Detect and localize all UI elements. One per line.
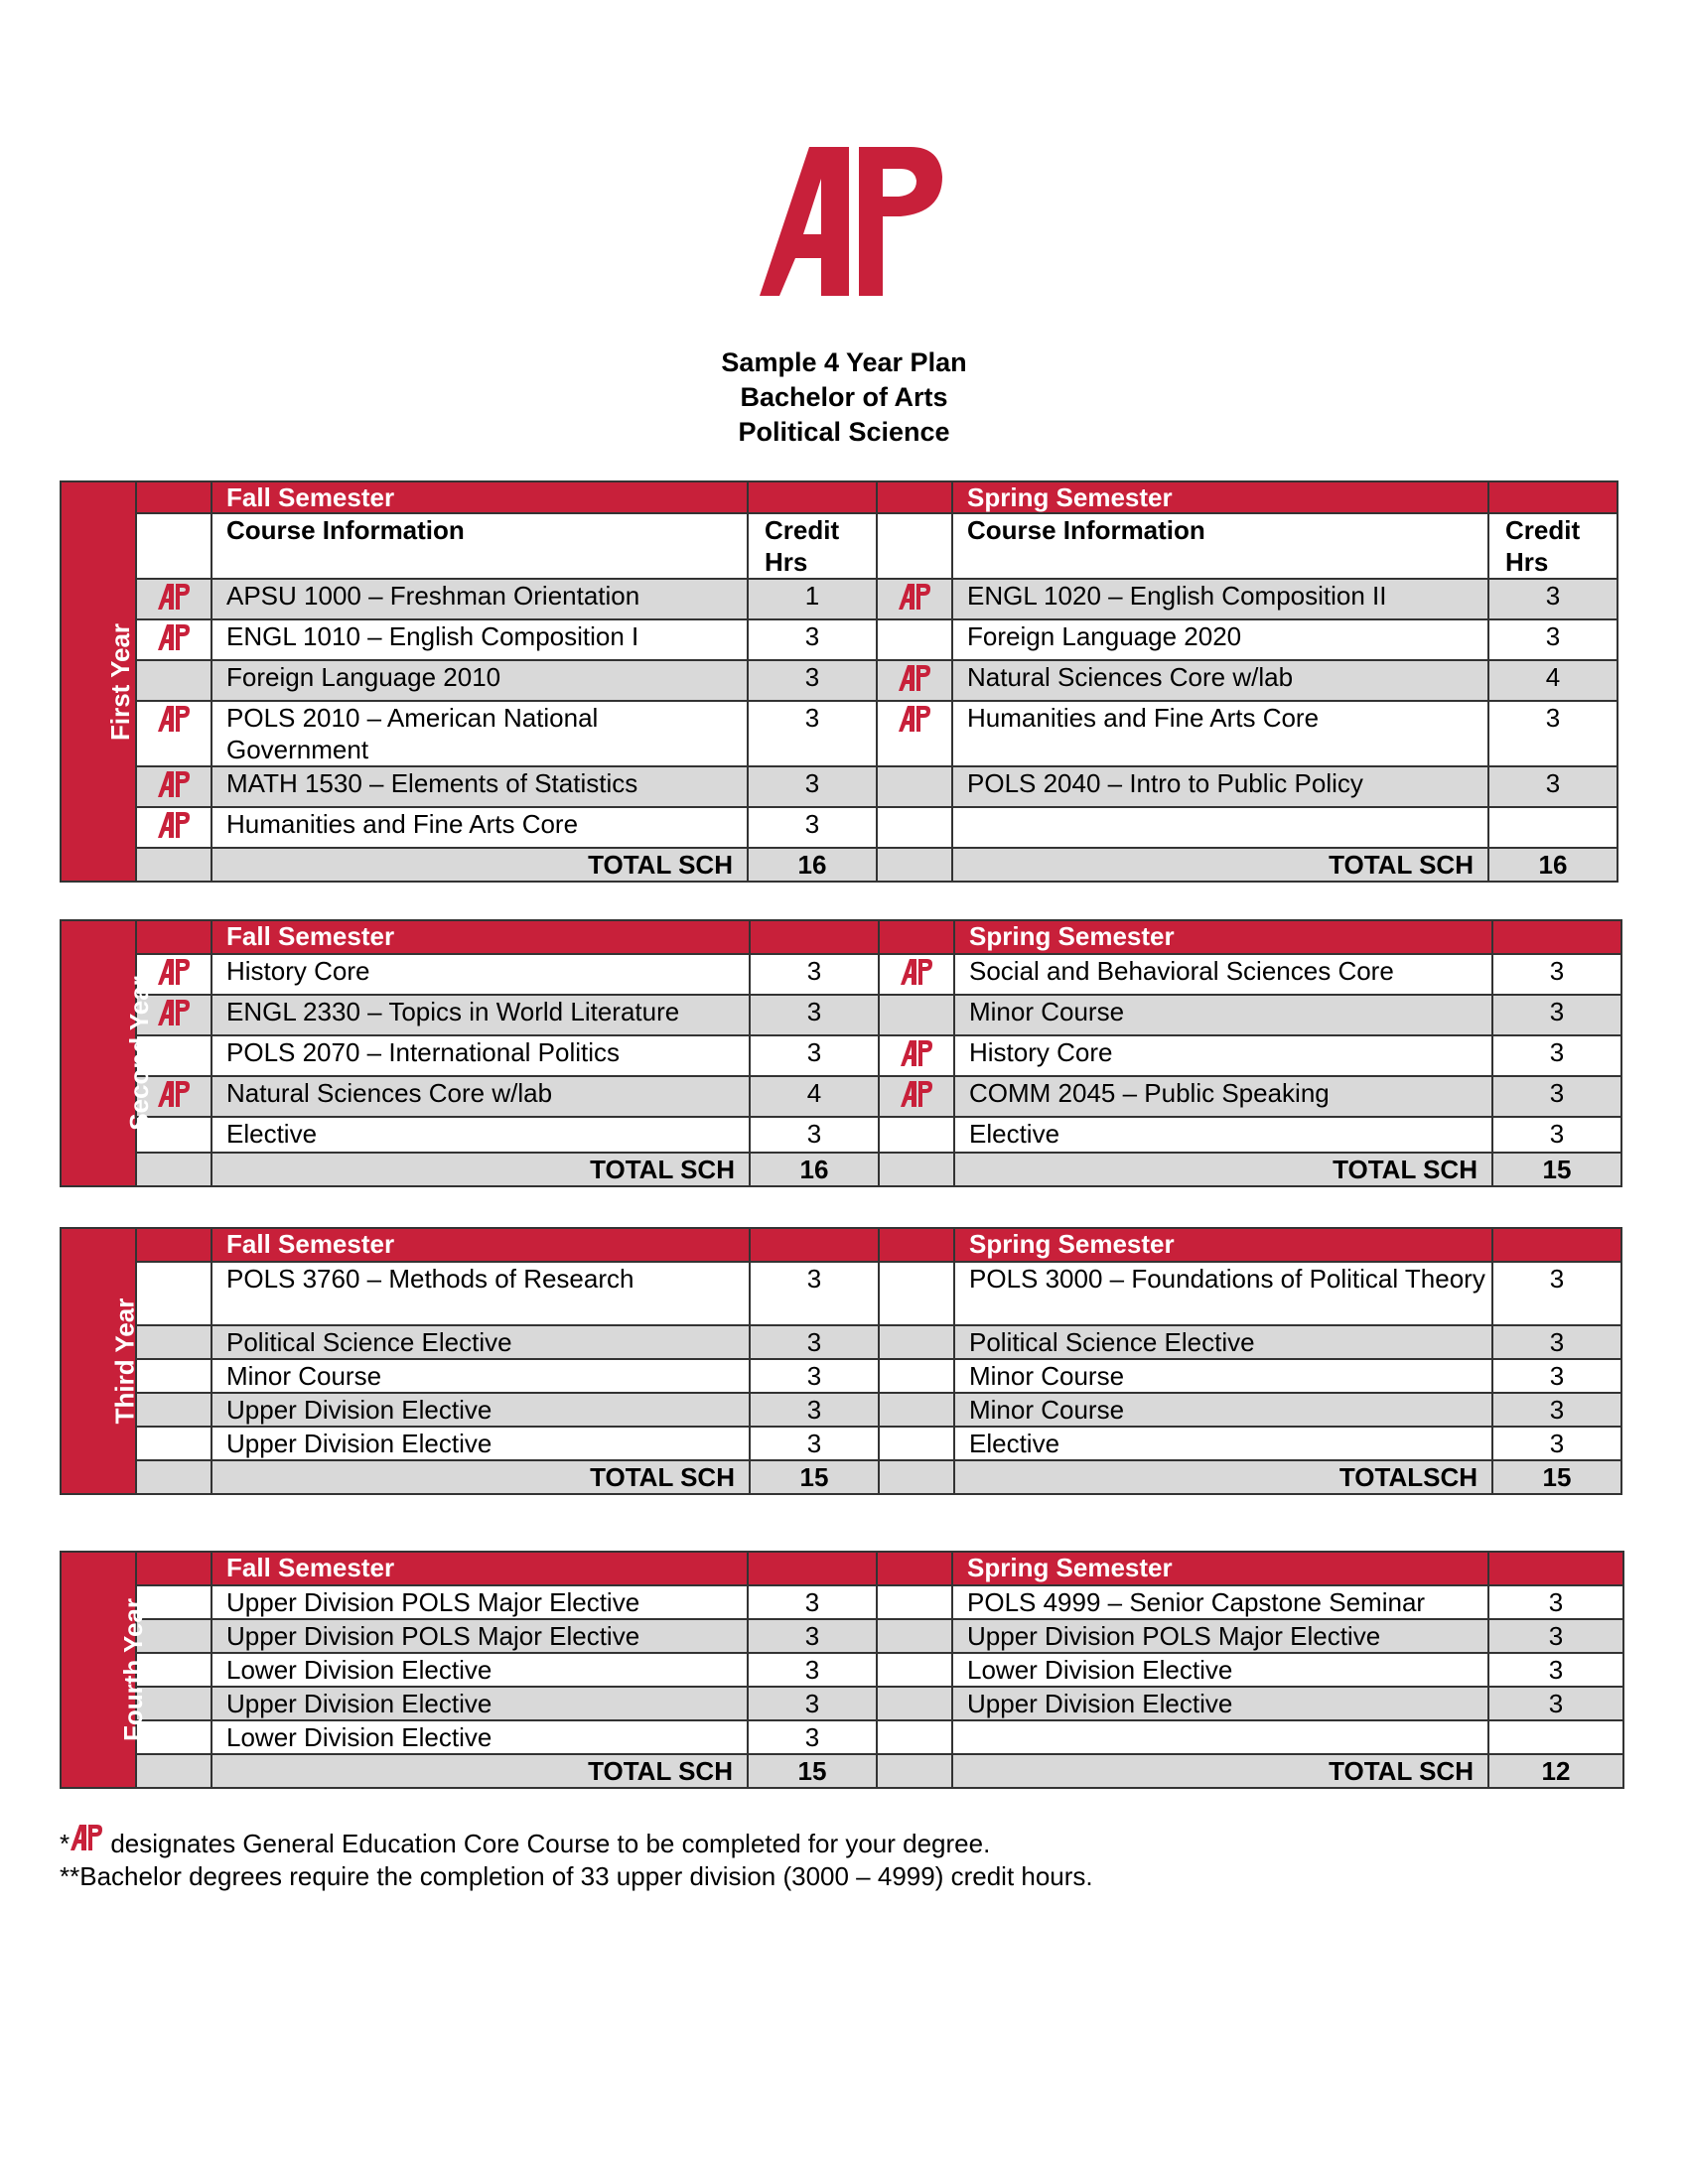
fall-course-name: POLS 2070 – International Politics <box>211 1035 750 1076</box>
spring-total-value: 15 <box>1492 1460 1621 1494</box>
footnote-core-text: designates General Education Core Course to be completed for your degree. <box>103 1829 991 1858</box>
spring-total-label: TOTALSCH <box>954 1460 1492 1494</box>
spring-course-credit <box>1488 1720 1623 1754</box>
spring-course-credit: 3 <box>1488 1619 1623 1653</box>
plan-title: Sample 4 Year Plan <box>721 347 967 377</box>
fall-core-marker <box>136 579 211 619</box>
fall-course-name: Elective <box>211 1117 750 1153</box>
spring-total-value: 16 <box>1488 848 1618 882</box>
plan-title-block <box>0 345 1688 450</box>
spring-core-marker <box>879 1117 954 1153</box>
spring-course-credit: 3 <box>1488 766 1618 807</box>
fall-course-name: Upper Division Elective <box>211 1687 748 1720</box>
ap-core-icon <box>157 1000 191 1027</box>
fall-total-value: 16 <box>750 1153 879 1186</box>
ap-core-icon <box>157 624 191 652</box>
ap-core-icon <box>898 665 931 693</box>
course-row <box>61 619 1618 660</box>
course-row <box>61 1427 1621 1460</box>
year-table <box>60 480 1618 883</box>
ap-core-icon <box>157 584 191 612</box>
spring-semester-header: Spring Semester <box>954 920 1492 954</box>
spring-course-credit: 4 <box>1488 660 1618 701</box>
fall-course-name: ENGL 2330 – Topics in World Literature <box>211 995 750 1035</box>
spring-core-marker <box>879 1076 954 1117</box>
footnote-star: * <box>60 1829 70 1858</box>
ap-core-icon <box>898 584 931 612</box>
fall-course-name: Upper Division Elective <box>211 1393 750 1427</box>
course-row <box>61 1393 1621 1427</box>
spring-course-name <box>952 1720 1488 1754</box>
fall-semester-header: Fall Semester <box>211 1228 750 1262</box>
spring-core-marker <box>879 995 954 1035</box>
fall-course-name: Upper Division Elective <box>211 1427 750 1460</box>
spring-course-credit: 3 <box>1492 1393 1621 1427</box>
course-row <box>61 1619 1623 1653</box>
spring-core-marker <box>877 807 952 848</box>
fall-total-label: TOTAL SCH <box>211 1460 750 1494</box>
course-row <box>61 660 1618 701</box>
spring-course-credit <box>1488 807 1618 848</box>
spring-core-marker <box>879 1359 954 1393</box>
spring-course-name: Elective <box>954 1427 1492 1460</box>
spring-course-credit: 3 <box>1492 1427 1621 1460</box>
fall-course-name: Lower Division Elective <box>211 1653 748 1687</box>
fall-semester-header: Fall Semester <box>211 1552 748 1585</box>
fall-course-credit: 3 <box>748 1619 877 1653</box>
spring-core-marker <box>877 1619 952 1653</box>
year-label-cell <box>61 481 136 882</box>
ap-logo-icon <box>752 147 950 316</box>
course-row <box>61 954 1621 995</box>
fall-course-name: Upper Division POLS Major Elective <box>211 1619 748 1653</box>
spring-course-credit: 3 <box>1492 1117 1621 1153</box>
fall-course-name: POLS 3760 – Methods of Research <box>211 1262 750 1325</box>
ap-core-icon <box>900 959 933 987</box>
fall-course-credit: 3 <box>750 1117 879 1153</box>
course-row <box>61 995 1621 1035</box>
spring-course-credit: 3 <box>1492 1325 1621 1359</box>
footnote-upper-division <box>60 1860 1093 1893</box>
spring-course-name: History Core <box>954 1035 1492 1076</box>
spring-course-name: Elective <box>954 1117 1492 1153</box>
degree-title: Bachelor of Arts <box>740 382 948 412</box>
spring-course-name: ENGL 1020 – English Composition II <box>952 579 1488 619</box>
ap-core-icon <box>898 706 931 734</box>
fall-course-name: ENGL 1010 – English Composition I <box>211 619 748 660</box>
spring-semester-header: Spring Semester <box>952 481 1488 513</box>
total-row <box>61 1153 1621 1186</box>
spring-course-name: Minor Course <box>954 1393 1492 1427</box>
fall-course-credit: 3 <box>748 1585 877 1619</box>
fall-course-name: Political Science Elective <box>211 1325 750 1359</box>
fall-core-marker <box>136 766 211 807</box>
spring-course-credit: 3 <box>1488 1585 1623 1619</box>
spring-semester-header: Spring Semester <box>952 1552 1488 1585</box>
year-label: Third Year <box>109 1297 140 1425</box>
footnote-upper-division-text: Bachelor degrees require the completion of 33 upper division (3000 – 4999) credit hours. <box>79 1861 1093 1891</box>
fall-course-credit: 3 <box>750 1035 879 1076</box>
spring-course-name: Political Science Elective <box>954 1325 1492 1359</box>
fall-course-credit: 3 <box>750 1359 879 1393</box>
spring-course-name: Lower Division Elective <box>952 1653 1488 1687</box>
spring-course-credit: 3 <box>1492 995 1621 1035</box>
spring-course-credit: 3 <box>1488 701 1618 766</box>
fall-course-name: Humanities and Fine Arts Core <box>211 807 748 848</box>
course-row <box>61 1325 1621 1359</box>
ap-core-icon <box>157 959 191 987</box>
spring-core-marker <box>879 1035 954 1076</box>
fall-course-name: History Core <box>211 954 750 995</box>
fall-course-credit: 3 <box>748 807 877 848</box>
year-label-cell <box>61 1552 149 1788</box>
course-row <box>61 1687 1623 1720</box>
ap-core-icon <box>157 706 191 734</box>
course-row <box>61 701 1618 766</box>
course-row <box>61 1585 1623 1619</box>
course-row <box>61 1117 1621 1153</box>
course-row <box>61 1076 1621 1117</box>
fall-total-label: TOTAL SCH <box>211 848 748 882</box>
fall-core-marker <box>136 807 211 848</box>
spring-course-name <box>952 807 1488 848</box>
fall-core-marker <box>136 701 211 766</box>
spring-core-marker <box>879 1325 954 1359</box>
spring-core-marker <box>877 1687 952 1720</box>
course-row <box>61 579 1618 619</box>
fall-course-name: Natural Sciences Core w/lab <box>211 1076 750 1117</box>
ap-core-icon <box>900 1040 933 1068</box>
fall-course-credit: 3 <box>750 1262 879 1325</box>
spring-core-marker <box>879 1262 954 1325</box>
spring-core-marker <box>877 701 952 766</box>
spring-course-name: Humanities and Fine Arts Core <box>952 701 1488 766</box>
fall-course-credit: 3 <box>748 766 877 807</box>
footnotes <box>60 1825 1093 1893</box>
fall-course-credit: 3 <box>748 1720 877 1754</box>
year-label: First Year <box>105 622 136 741</box>
fall-course-name: MATH 1530 – Elements of Statistics <box>211 766 748 807</box>
year-label-cell <box>61 920 154 1186</box>
major-title: Political Science <box>738 417 950 447</box>
fall-core-marker <box>136 1359 211 1393</box>
ap-core-icon <box>157 812 191 840</box>
spring-course-name: COMM 2045 – Public Speaking <box>954 1076 1492 1117</box>
spring-course-credit: 3 <box>1488 1653 1623 1687</box>
spring-course-name: POLS 4999 – Senior Capstone Seminar <box>952 1585 1488 1619</box>
spring-core-marker <box>877 579 952 619</box>
fall-core-marker <box>136 1325 211 1359</box>
spring-course-name: Minor Course <box>954 1359 1492 1393</box>
fall-total-value: 15 <box>748 1754 877 1788</box>
spring-course-credit: 3 <box>1492 1262 1621 1325</box>
fall-course-name: APSU 1000 – Freshman Orientation <box>211 579 748 619</box>
course-row <box>61 1653 1623 1687</box>
ap-core-icon <box>900 1081 933 1109</box>
course-row <box>61 1359 1621 1393</box>
spring-course-name: POLS 2040 – Intro to Public Policy <box>952 766 1488 807</box>
fall-course-credit: 3 <box>748 660 877 701</box>
fall-course-name: Upper Division POLS Major Elective <box>211 1585 748 1619</box>
fall-course-credit: 3 <box>748 1653 877 1687</box>
course-info-header: Course Information <box>952 513 1488 579</box>
credit-hrs-header: Credit Hrs <box>1488 513 1618 579</box>
fall-course-name: Foreign Language 2010 <box>211 660 748 701</box>
total-row <box>61 848 1618 882</box>
course-row <box>61 1720 1623 1754</box>
spring-course-name: Minor Course <box>954 995 1492 1035</box>
spring-course-credit: 3 <box>1492 1035 1621 1076</box>
fall-course-credit: 3 <box>748 1687 877 1720</box>
total-row <box>61 1460 1621 1494</box>
course-row <box>61 1262 1621 1325</box>
spring-total-value: 15 <box>1492 1153 1621 1186</box>
spring-course-credit: 3 <box>1488 1687 1623 1720</box>
spring-total-value: 12 <box>1488 1754 1623 1788</box>
year-table <box>60 1551 1624 1789</box>
spring-course-name: Foreign Language 2020 <box>952 619 1488 660</box>
course-info-header: Course Information <box>211 513 748 579</box>
fall-total-label: TOTAL SCH <box>211 1153 750 1186</box>
fall-core-marker <box>136 1427 211 1460</box>
fall-core-marker <box>136 619 211 660</box>
spring-total-label: TOTAL SCH <box>952 1754 1488 1788</box>
spring-total-label: TOTAL SCH <box>954 1153 1492 1186</box>
fall-course-name: Minor Course <box>211 1359 750 1393</box>
spring-course-name: POLS 3000 – Foundations of Political Theory <box>954 1262 1492 1325</box>
spring-core-marker <box>877 619 952 660</box>
fall-course-name: Lower Division Elective <box>211 1720 748 1754</box>
fall-core-marker <box>136 660 211 701</box>
course-row <box>61 807 1618 848</box>
spring-core-marker <box>877 766 952 807</box>
year-label-cell <box>61 1228 140 1494</box>
spring-course-credit: 3 <box>1492 954 1621 995</box>
spring-course-name: Natural Sciences Core w/lab <box>952 660 1488 701</box>
spring-total-label: TOTAL SCH <box>952 848 1488 882</box>
fall-total-label: TOTAL SCH <box>211 1754 748 1788</box>
fall-course-credit: 3 <box>750 995 879 1035</box>
spring-course-credit: 3 <box>1488 579 1618 619</box>
fall-semester-header: Fall Semester <box>211 920 750 954</box>
credit-hrs-header: Credit Hrs <box>748 513 877 579</box>
ap-core-icon <box>157 771 191 799</box>
spring-semester-header: Spring Semester <box>954 1228 1492 1262</box>
fall-course-credit: 3 <box>750 1393 879 1427</box>
spring-core-marker <box>879 954 954 995</box>
fall-course-credit: 1 <box>748 579 877 619</box>
spring-course-credit: 3 <box>1488 619 1618 660</box>
course-row <box>61 1035 1621 1076</box>
fall-core-marker <box>136 1393 211 1427</box>
spring-core-marker <box>877 1720 952 1754</box>
ap-core-icon <box>70 1825 103 1852</box>
spring-core-marker <box>877 1653 952 1687</box>
year-label: Second Year <box>123 976 154 1131</box>
spring-core-marker <box>879 1393 954 1427</box>
spring-core-marker <box>877 660 952 701</box>
year-table <box>60 1227 1622 1495</box>
fall-course-credit: 3 <box>750 1427 879 1460</box>
spring-core-marker <box>877 1585 952 1619</box>
fall-core-marker <box>136 1262 211 1325</box>
ap-core-icon <box>157 1081 191 1109</box>
spring-course-name: Social and Behavioral Sciences Core <box>954 954 1492 995</box>
fall-course-credit: 4 <box>750 1076 879 1117</box>
fall-course-credit: 3 <box>748 619 877 660</box>
footnote-double-star: ** <box>60 1861 80 1891</box>
total-row <box>61 1754 1623 1788</box>
spring-course-credit: 3 <box>1492 1359 1621 1393</box>
fall-course-credit: 3 <box>750 954 879 995</box>
course-row <box>61 766 1618 807</box>
year-label: Fourth Year <box>118 1597 149 1742</box>
fall-course-credit: 3 <box>750 1325 879 1359</box>
fall-course-credit: 3 <box>748 701 877 766</box>
spring-core-marker <box>879 1427 954 1460</box>
spring-course-name: Upper Division POLS Major Elective <box>952 1619 1488 1653</box>
year-table <box>60 919 1622 1187</box>
fall-course-name: POLS 2010 – American National Government <box>211 701 748 766</box>
footnote-core <box>60 1825 1093 1860</box>
spring-course-name: Upper Division Elective <box>952 1687 1488 1720</box>
fall-total-value: 15 <box>750 1460 879 1494</box>
spring-course-credit: 3 <box>1492 1076 1621 1117</box>
fall-total-value: 16 <box>748 848 877 882</box>
fall-semester-header: Fall Semester <box>211 481 748 513</box>
